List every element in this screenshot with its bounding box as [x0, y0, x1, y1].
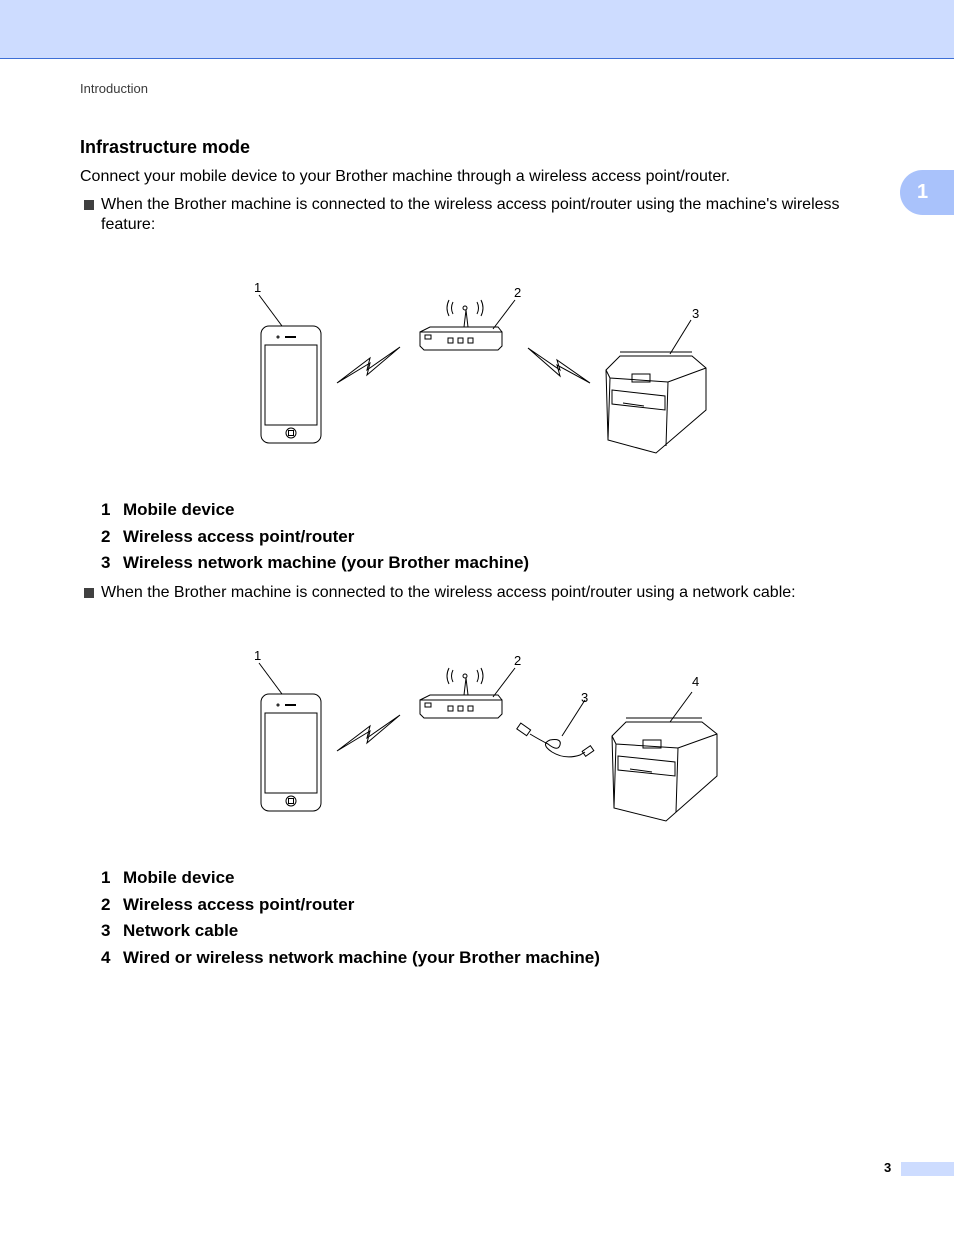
section-title: Infrastructure mode	[80, 137, 251, 157]
legend-item: 1 Mobile device	[101, 500, 235, 519]
callout-leader-1	[259, 295, 282, 326]
callout-leader-3	[670, 320, 691, 354]
printer-icon	[606, 352, 706, 453]
callout-4: 4	[692, 674, 700, 689]
router-icon	[420, 300, 502, 350]
legend-list-1	[101, 500, 529, 580]
callout-3: 3	[692, 306, 700, 321]
legend-item: 2 Wireless access point/router	[101, 894, 355, 914]
legend-item: 3 Wireless network machine (your Brother machine)	[101, 553, 530, 572]
mobile-device-icon	[261, 326, 321, 443]
legend-item: 4 Wired or wireless network machine (your Brother machine)	[101, 947, 600, 967]
chapter-tab[interactable]: 1	[900, 170, 954, 215]
legend-item: 2 Wireless access point/router	[101, 526, 355, 546]
legend-item: 3 Network cable	[101, 921, 239, 940]
callout-leader-3	[562, 700, 585, 736]
router-icon	[420, 668, 502, 718]
callout-1: 1	[254, 280, 262, 295]
figure-cable-connection	[240, 640, 730, 830]
mobile-device-icon	[261, 694, 321, 811]
callout-leader-2	[493, 668, 515, 697]
page-number: 3	[884, 1160, 892, 1175]
legend-item: 1 Mobile device	[101, 868, 235, 887]
section-label: Introduction	[80, 81, 148, 96]
bullet-square-icon	[84, 588, 94, 598]
callout-leader-1	[259, 663, 282, 694]
figure-wireless-connection	[240, 270, 720, 465]
bullet-text: When the Brother machine is connected to the wireless access point/router using the machine's wireless feature:	[101, 196, 840, 233]
callout-3: 3	[581, 690, 589, 705]
bullet-cable	[84, 583, 894, 603]
wireless-signal-icon	[337, 715, 400, 751]
callout-1: 1	[254, 648, 262, 663]
bullet-square-icon	[84, 200, 94, 210]
legend-list-2	[101, 868, 600, 974]
page-number-bar	[901, 1162, 954, 1176]
printer-icon	[612, 718, 717, 821]
bullet-wireless	[84, 195, 894, 235]
network-cable-icon	[517, 723, 594, 757]
intro-paragraph: Connect your mobile device to your Brother machine through a wireless access point/router.	[80, 168, 731, 185]
bullet-text: When the Brother machine is connected to the wireless access point/router using a network cable:	[101, 584, 796, 601]
wireless-signal-icon-2	[528, 348, 590, 383]
header-band	[0, 0, 954, 59]
callout-leader-2	[493, 300, 515, 329]
callout-2: 2	[514, 653, 522, 668]
wireless-signal-icon	[337, 347, 400, 383]
callout-2: 2	[514, 285, 522, 300]
